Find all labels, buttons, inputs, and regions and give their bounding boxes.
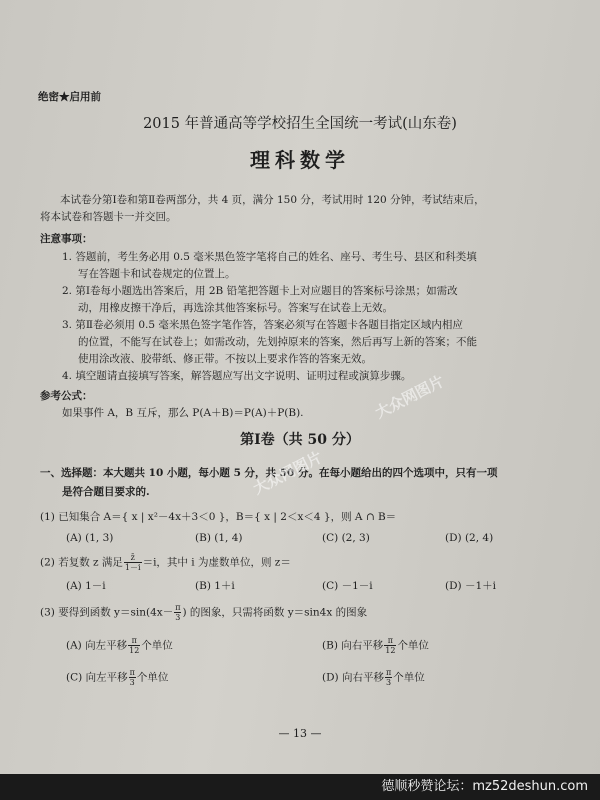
q3-option-c-post: 个单位 bbox=[136, 671, 169, 684]
formula-line: 如果事件 A，B 互斥，那么 P(A＋B)＝P(A)＋P(B). bbox=[62, 407, 304, 419]
q1-option-d: (D) (2, 4) bbox=[445, 532, 494, 544]
q2-frac-num: z̄ bbox=[124, 553, 142, 563]
q3-option-b bbox=[322, 636, 429, 655]
note-item: 使用涂改液、胶带纸、修正带。不按以上要求作答的答案无效。 bbox=[78, 353, 372, 365]
q2-fraction bbox=[124, 553, 142, 572]
q3-frac-den: 3 bbox=[175, 613, 181, 622]
part1-instruction-1: 一、选择题：本大题共 10 小题，每小题 5 分，共 50 分。在每小题给出的四个选项中，只有一项 bbox=[40, 467, 498, 479]
q3-option-d-post: 个单位 bbox=[393, 671, 425, 684]
page-number: — 13 — bbox=[278, 727, 322, 740]
q3-option-b-fraction bbox=[384, 636, 396, 655]
q2-option-b: (B) 1＋i bbox=[195, 580, 235, 592]
frac-den: 12 bbox=[385, 646, 396, 655]
part1-title: 第Ⅰ卷（共 50 分） bbox=[240, 432, 360, 448]
q3-option-d-fraction bbox=[385, 668, 392, 687]
subject-title: 理科数学 bbox=[250, 148, 350, 172]
q3-option-b-pre: (B) 向右平移 bbox=[322, 639, 384, 652]
q2-option-c: (C) －1－i bbox=[322, 580, 373, 592]
watermark: 大众网图片 bbox=[250, 447, 326, 498]
q2-frac-den: 1－i bbox=[124, 563, 141, 572]
frac-num: π bbox=[128, 636, 140, 646]
q3-option-a-post: 个单位 bbox=[141, 639, 173, 652]
note-item: 2. 第Ⅰ卷每小题选出答案后，用 2B 铅笔把答题卡上对应题目的答案标号涂黑；如需改 bbox=[62, 285, 458, 297]
q3-option-c-fraction bbox=[129, 668, 136, 687]
frac-den: 12 bbox=[129, 646, 140, 655]
watermark: 大众网图片 bbox=[372, 371, 448, 422]
q3-option-c bbox=[66, 668, 168, 687]
q2-stem-pre: (2) 若复数 z 满足 bbox=[40, 556, 123, 569]
note-item: 写在答题卡和试卷规定的位置上。 bbox=[78, 268, 236, 280]
note-item: 的位置，不能写在试卷上；如需改动，先划掉原来的答案，然后再写上新的答案；不能 bbox=[78, 336, 477, 348]
q2-stem-post: ＝i，其中 i 为虚数单位，则 z＝ bbox=[142, 556, 291, 569]
secret-mark: 绝密★启用前 bbox=[38, 91, 101, 103]
intro-line-1: 本试卷分第Ⅰ卷和第Ⅱ卷两部分，共 4 页，满分 150 分，考试用时 120 分钟，考试结束后， bbox=[60, 194, 485, 206]
exam-title: 2015 年普通高等学校招生全国统一考试(山东卷) bbox=[143, 116, 457, 132]
formula-heading: 参考公式： bbox=[40, 390, 93, 402]
note-item: 3. 第Ⅱ卷必须用 0.5 毫米黑色签字笔作答，答案必须写在答题卡各题目指定区域内相应 bbox=[62, 319, 463, 331]
footer-banner: 德顺秒赞论坛：mz52deshun.com bbox=[0, 774, 600, 800]
frac-den: 3 bbox=[386, 678, 392, 687]
q1-option-a: (A) (1, 3) bbox=[66, 532, 114, 544]
q3-stem-pre: (3) 要得到函数 y＝sin(4x－ bbox=[40, 606, 174, 619]
note-item: 1. 答题前，考生务必用 0.5 毫米黑色签字笔将自己的姓名、座号、考生号、县区和科类填 bbox=[62, 251, 477, 263]
frac-num: π bbox=[385, 668, 392, 677]
intro-line-2: 将本试卷和答题卡一并交回。 bbox=[40, 211, 177, 223]
q3-stem bbox=[40, 603, 367, 622]
q3-option-c-pre: (C) 向左平移 bbox=[66, 671, 128, 684]
part1-instruction-2: 是符合题目要求的. bbox=[62, 486, 150, 498]
notes-heading: 注意事项： bbox=[40, 233, 93, 245]
frac-num: π bbox=[384, 636, 396, 646]
q2-stem bbox=[40, 553, 291, 572]
q3-option-d bbox=[322, 668, 425, 687]
q3-option-a bbox=[66, 636, 173, 655]
note-item: 动，用橡皮擦干净后，再选涂其他答案标号。答案写在试卷上无效。 bbox=[78, 302, 393, 314]
frac-num: π bbox=[129, 668, 135, 677]
q3-stem-post: ) 的图象，只需将函数 y＝sin4x 的图象 bbox=[182, 606, 368, 619]
q3-fraction bbox=[174, 603, 181, 622]
q3-frac-num: π bbox=[175, 603, 181, 612]
q2-option-a: (A) 1－i bbox=[66, 580, 106, 592]
q2-option-d: (D) －1＋i bbox=[445, 580, 496, 592]
q3-option-b-post: 个单位 bbox=[397, 639, 429, 652]
q1-option-b: (B) (1, 4) bbox=[195, 532, 243, 544]
q3-option-a-fraction bbox=[128, 636, 140, 655]
q3-option-a-pre: (A) 向左平移 bbox=[66, 639, 128, 652]
frac-den: 3 bbox=[129, 678, 135, 687]
q1-option-c: (C) (2, 3) bbox=[322, 532, 370, 544]
note-item: 4. 填空题请直接填写答案，解答题应写出文字说明、证明过程或演算步骤。 bbox=[62, 370, 412, 382]
q1-stem: (1) 已知集合 A＝{ x | x²－4x＋3＜0 }，B＝{ x | 2＜x＜4 }，则 A ∩ B＝ bbox=[40, 511, 397, 523]
q3-option-d-pre: (D) 向右平移 bbox=[322, 671, 384, 684]
